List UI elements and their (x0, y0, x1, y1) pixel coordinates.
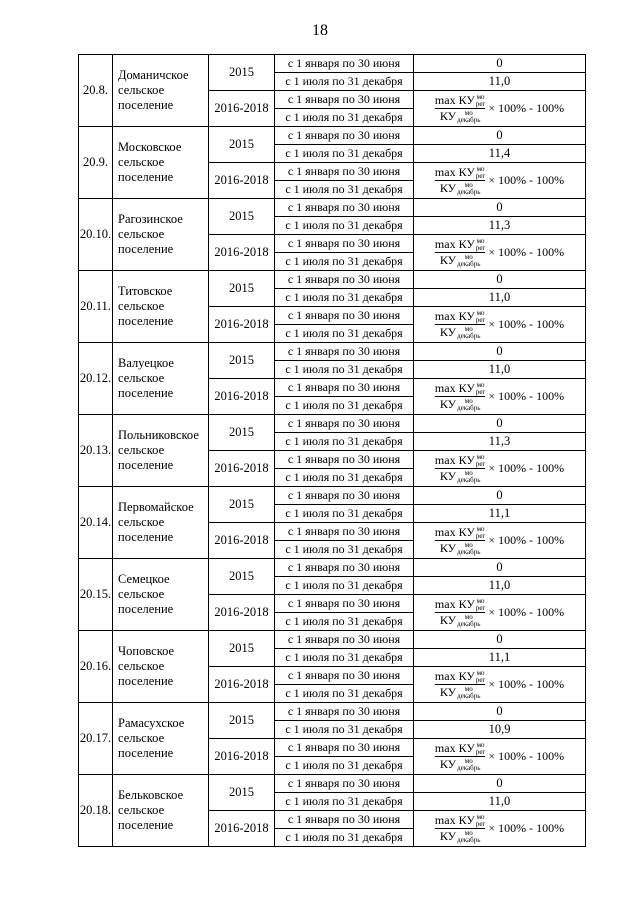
formula-sub: декабрь (457, 260, 481, 269)
value-cell: 11,0 (414, 289, 586, 307)
formula-indices (476, 238, 485, 252)
formula-sup: мо (464, 109, 473, 118)
formula-denominator (440, 469, 481, 484)
formula-ku-label: КУ (439, 325, 457, 339)
formula-indices (457, 614, 480, 628)
formula-numerator (435, 309, 485, 324)
formula-cell (414, 91, 586, 127)
period-cell: с 1 июля по 31 декабря (275, 217, 414, 235)
period-cell: с 1 января по 30 июня (275, 775, 414, 793)
table-row (79, 271, 586, 289)
table-row (79, 343, 586, 361)
formula-indices (476, 382, 485, 396)
formula-cell (414, 595, 586, 631)
formula-rest: × 100% - 100% (488, 245, 565, 259)
period-cell: с 1 января по 30 июня (275, 559, 414, 577)
period-cell: с 1 января по 30 июня (275, 595, 414, 613)
formula-rest: × 100% - 100% (488, 173, 565, 187)
value-cell: 11,3 (414, 433, 586, 451)
formula-ku-label: КУ (439, 757, 457, 771)
year-cell: 2016-2018 (209, 91, 275, 127)
value-cell: 11,3 (414, 217, 586, 235)
formula-sub: рег (475, 676, 486, 684)
formula-indices (457, 182, 480, 196)
period-cell: с 1 июля по 31 декабря (275, 721, 414, 739)
formula-indices (457, 542, 480, 556)
formula-indices (476, 166, 485, 180)
row-number: 20.8. (79, 55, 113, 127)
value-cell: 11,0 (414, 793, 586, 811)
formula-sub: рег (475, 316, 486, 324)
formula-fraction (435, 381, 485, 413)
year-cell: 2015 (209, 631, 275, 667)
formula-denominator (440, 829, 481, 844)
year-cell: 2015 (209, 271, 275, 307)
table-row (79, 199, 586, 217)
formula-numerator (435, 93, 485, 108)
period-cell: с 1 января по 30 июня (275, 667, 414, 685)
period-cell: с 1 января по 30 июня (275, 271, 414, 289)
year-cell: 2016-2018 (209, 811, 275, 847)
index-formula (435, 525, 564, 557)
formula-sup: мо (464, 397, 473, 406)
formula-max-label: max КУ (434, 92, 475, 107)
row-number: 20.14. (79, 487, 113, 559)
year-cell: 2015 (209, 343, 275, 379)
formula-sup: мо (464, 253, 473, 262)
index-formula (435, 381, 564, 413)
settlement-name: Семецкое сельское поселение (113, 559, 209, 631)
formula-max-label: max КУ (434, 524, 475, 539)
formula-fraction (435, 597, 485, 629)
formula-sup: мо (476, 93, 485, 101)
period-cell: с 1 января по 30 июня (275, 127, 414, 145)
settlement-name: Первомайское сельское поселение (113, 487, 209, 559)
formula-denominator (440, 757, 481, 772)
index-formula (435, 309, 564, 341)
formula-sub: декабрь (457, 692, 481, 701)
year-cell: 2016-2018 (209, 163, 275, 199)
settlement-name: Титовское сельское поселение (113, 271, 209, 343)
period-cell: с 1 января по 30 июня (275, 451, 414, 469)
formula-denominator (440, 397, 481, 412)
row-number: 20.17. (79, 703, 113, 775)
formula-fraction (435, 237, 485, 269)
formula-sup: мо (476, 813, 485, 821)
row-number: 20.10. (79, 199, 113, 271)
formula-max-label: max КУ (434, 236, 475, 251)
formula-sub: рег (475, 100, 486, 108)
index-formula (435, 669, 564, 701)
year-cell: 2015 (209, 487, 275, 523)
period-cell: с 1 июля по 31 декабря (275, 181, 414, 199)
formula-sup: мо (476, 237, 485, 245)
value-cell: 0 (414, 559, 586, 577)
page-number: 18 (312, 22, 328, 39)
formula-fraction (435, 309, 485, 341)
tariff-table (78, 54, 586, 847)
index-formula (435, 237, 564, 269)
formula-numerator (435, 381, 485, 396)
formula-rest: × 100% - 100% (488, 749, 565, 763)
value-cell: 0 (414, 271, 586, 289)
formula-sub: декабрь (457, 404, 481, 413)
period-cell: с 1 января по 30 июня (275, 235, 414, 253)
period-cell: с 1 января по 30 июня (275, 631, 414, 649)
formula-sub: рег (475, 748, 486, 756)
formula-ku-label: КУ (439, 541, 457, 555)
settlement-name: Московское сельское поселение (113, 127, 209, 199)
settlement-name: Бельковское сельское поселение (113, 775, 209, 847)
period-cell: с 1 января по 30 июня (275, 91, 414, 109)
table-row (79, 775, 586, 793)
period-cell: с 1 июля по 31 декабря (275, 505, 414, 523)
formula-max-label: max КУ (434, 452, 475, 467)
formula-indices (476, 454, 485, 468)
period-cell: с 1 января по 30 июня (275, 199, 414, 217)
formula-denominator (440, 685, 481, 700)
formula-sub: рег (475, 172, 486, 180)
settlement-name: Польниковское сельское поселение (113, 415, 209, 487)
formula-indices (476, 94, 485, 108)
formula-cell (414, 379, 586, 415)
period-cell: с 1 июля по 31 декабря (275, 253, 414, 271)
formula-max-label: max КУ (434, 668, 475, 683)
formula-sup: мо (464, 181, 473, 190)
index-formula (435, 813, 564, 845)
formula-ku-label: КУ (439, 685, 457, 699)
formula-fraction (435, 525, 485, 557)
formula-rest: × 100% - 100% (488, 461, 565, 475)
row-number: 20.11. (79, 271, 113, 343)
formula-denominator (440, 181, 481, 196)
period-cell: с 1 января по 30 июня (275, 487, 414, 505)
table-row (79, 55, 586, 73)
year-cell: 2016-2018 (209, 451, 275, 487)
period-cell: с 1 июля по 31 декабря (275, 109, 414, 127)
formula-denominator (440, 541, 481, 556)
formula-numerator (435, 525, 485, 540)
value-cell: 11,1 (414, 649, 586, 667)
year-cell: 2016-2018 (209, 235, 275, 271)
formula-denominator (440, 253, 481, 268)
formula-sub: рег (475, 388, 486, 396)
formula-ku-label: КУ (439, 181, 457, 195)
formula-cell (414, 523, 586, 559)
value-cell: 0 (414, 703, 586, 721)
year-cell: 2016-2018 (209, 523, 275, 559)
formula-indices (476, 310, 485, 324)
period-cell: с 1 июля по 31 декабря (275, 289, 414, 307)
year-cell: 2016-2018 (209, 307, 275, 343)
formula-ku-label: КУ (439, 613, 457, 627)
formula-denominator (440, 613, 481, 628)
value-cell: 0 (414, 199, 586, 217)
formula-sub: рег (475, 532, 486, 540)
formula-ku-label: КУ (439, 253, 457, 267)
period-cell: с 1 июля по 31 декабря (275, 649, 414, 667)
period-cell: с 1 июля по 31 декабря (275, 145, 414, 163)
formula-sup: мо (464, 541, 473, 550)
formula-numerator (435, 165, 485, 180)
period-cell: с 1 июля по 31 декабря (275, 73, 414, 91)
year-cell: 2016-2018 (209, 379, 275, 415)
table-row (79, 127, 586, 145)
formula-numerator (435, 669, 485, 684)
period-cell: с 1 января по 30 июня (275, 163, 414, 181)
formula-sub: рег (475, 460, 486, 468)
formula-sub: декабрь (457, 332, 481, 341)
formula-indices (476, 742, 485, 756)
table-row (79, 487, 586, 505)
formula-sub: декабрь (457, 116, 481, 125)
row-number: 20.16. (79, 631, 113, 703)
formula-numerator (435, 237, 485, 252)
formula-ku-label: КУ (439, 829, 457, 843)
formula-sub: декабрь (457, 188, 481, 197)
index-formula (435, 165, 564, 197)
period-cell: с 1 июля по 31 декабря (275, 793, 414, 811)
formula-sup: мо (464, 685, 473, 694)
formula-cell (414, 163, 586, 199)
table-row (79, 415, 586, 433)
formula-sub: декабрь (457, 836, 481, 845)
index-formula (435, 453, 564, 485)
formula-cell (414, 451, 586, 487)
period-cell: с 1 июля по 31 декабря (275, 613, 414, 631)
period-cell: с 1 июля по 31 декабря (275, 829, 414, 847)
formula-max-label: max КУ (434, 380, 475, 395)
formula-sup: мо (476, 741, 485, 749)
period-cell: с 1 января по 30 июня (275, 343, 414, 361)
formula-fraction (435, 669, 485, 701)
table-row (79, 631, 586, 649)
formula-indices (476, 526, 485, 540)
index-formula (435, 93, 564, 125)
formula-max-label: max КУ (434, 740, 475, 755)
formula-numerator (435, 597, 485, 612)
row-number: 20.12. (79, 343, 113, 415)
value-cell: 11,0 (414, 361, 586, 379)
year-cell: 2016-2018 (209, 595, 275, 631)
row-number: 20.9. (79, 127, 113, 199)
formula-sup: мо (464, 325, 473, 334)
table-row (79, 559, 586, 577)
period-cell: с 1 января по 30 июня (275, 307, 414, 325)
formula-sup: мо (476, 165, 485, 173)
period-cell: с 1 июля по 31 декабря (275, 325, 414, 343)
table-body (79, 55, 586, 847)
formula-fraction (435, 453, 485, 485)
formula-sup: мо (464, 469, 473, 478)
value-cell: 0 (414, 631, 586, 649)
formula-sub: рег (475, 820, 486, 828)
year-cell: 2015 (209, 703, 275, 739)
formula-indices (476, 814, 485, 828)
value-cell: 11,1 (414, 505, 586, 523)
period-cell: с 1 июля по 31 декабря (275, 577, 414, 595)
formula-sup: мо (464, 757, 473, 766)
formula-sup: мо (476, 381, 485, 389)
period-cell: с 1 июля по 31 декабря (275, 397, 414, 415)
period-cell: с 1 января по 30 июня (275, 55, 414, 73)
value-cell: 0 (414, 343, 586, 361)
formula-indices (457, 398, 480, 412)
value-cell: 11,0 (414, 577, 586, 595)
formula-rest: × 100% - 100% (488, 533, 565, 547)
formula-indices (457, 830, 480, 844)
formula-sub: декабрь (457, 620, 481, 629)
formula-indices (476, 670, 485, 684)
value-cell: 0 (414, 415, 586, 433)
formula-cell (414, 235, 586, 271)
formula-denominator (440, 325, 481, 340)
value-cell: 11,4 (414, 145, 586, 163)
formula-cell (414, 667, 586, 703)
settlement-name: Чоповское сельское поселение (113, 631, 209, 703)
period-cell: с 1 января по 30 июня (275, 739, 414, 757)
formula-indices (457, 110, 480, 124)
formula-cell (414, 811, 586, 847)
index-formula (435, 741, 564, 773)
formula-denominator (440, 109, 481, 124)
formula-indices (457, 758, 480, 772)
formula-sub: рег (475, 604, 486, 612)
formula-fraction (435, 813, 485, 845)
period-cell: с 1 января по 30 июня (275, 523, 414, 541)
period-cell: с 1 января по 30 июня (275, 379, 414, 397)
period-cell: с 1 июля по 31 декабря (275, 757, 414, 775)
period-cell: с 1 июля по 31 декабря (275, 469, 414, 487)
row-number: 20.18. (79, 775, 113, 847)
formula-cell (414, 739, 586, 775)
period-cell: с 1 июля по 31 декабря (275, 361, 414, 379)
period-cell: с 1 июля по 31 декабря (275, 541, 414, 559)
year-cell: 2016-2018 (209, 739, 275, 775)
formula-max-label: max КУ (434, 308, 475, 323)
year-cell: 2015 (209, 55, 275, 91)
formula-max-label: max КУ (434, 596, 475, 611)
formula-rest: × 100% - 100% (488, 389, 565, 403)
formula-sub: рег (475, 244, 486, 252)
formula-sup: мо (464, 613, 473, 622)
formula-indices (476, 598, 485, 612)
value-cell: 10,9 (414, 721, 586, 739)
year-cell: 2016-2018 (209, 667, 275, 703)
period-cell: с 1 января по 30 июня (275, 415, 414, 433)
settlement-name: Доманичское сельское поселение (113, 55, 209, 127)
formula-max-label: max КУ (434, 812, 475, 827)
formula-numerator (435, 813, 485, 828)
row-number: 20.15. (79, 559, 113, 631)
year-cell: 2015 (209, 199, 275, 235)
formula-sup: мо (464, 829, 473, 838)
formula-indices (457, 686, 480, 700)
value-cell: 0 (414, 127, 586, 145)
formula-numerator (435, 453, 485, 468)
formula-ku-label: КУ (439, 109, 457, 123)
formula-fraction (435, 741, 485, 773)
formula-indices (457, 470, 480, 484)
period-cell: с 1 июля по 31 декабря (275, 685, 414, 703)
formula-fraction (435, 93, 485, 125)
formula-numerator (435, 741, 485, 756)
formula-sup: мо (476, 597, 485, 605)
value-cell: 0 (414, 775, 586, 793)
period-cell: с 1 июля по 31 декабря (275, 433, 414, 451)
period-cell: с 1 января по 30 июня (275, 811, 414, 829)
year-cell: 2015 (209, 775, 275, 811)
formula-indices (457, 254, 480, 268)
formula-sup: мо (476, 525, 485, 533)
formula-sup: мо (476, 669, 485, 677)
year-cell: 2015 (209, 415, 275, 451)
formula-sup: мо (476, 453, 485, 461)
formula-ku-label: КУ (439, 469, 457, 483)
value-cell: 0 (414, 487, 586, 505)
table-row (79, 703, 586, 721)
formula-rest: × 100% - 100% (488, 317, 565, 331)
period-cell: с 1 января по 30 июня (275, 703, 414, 721)
value-cell: 11,0 (414, 73, 586, 91)
formula-sub: декабрь (457, 764, 481, 773)
formula-fraction (435, 165, 485, 197)
formula-sup: мо (476, 309, 485, 317)
row-number: 20.13. (79, 415, 113, 487)
formula-sub: декабрь (457, 476, 481, 485)
settlement-name: Валуецкое сельское поселение (113, 343, 209, 415)
index-formula (435, 597, 564, 629)
settlement-name: Рагозинское сельское поселение (113, 199, 209, 271)
formula-ku-label: КУ (439, 397, 457, 411)
formula-rest: × 100% - 100% (488, 101, 565, 115)
formula-cell (414, 307, 586, 343)
value-cell: 0 (414, 55, 586, 73)
settlement-name: Рамасухское сельское поселение (113, 703, 209, 775)
formula-sub: декабрь (457, 548, 481, 557)
formula-rest: × 100% - 100% (488, 605, 565, 619)
formula-indices (457, 326, 480, 340)
year-cell: 2015 (209, 127, 275, 163)
formula-rest: × 100% - 100% (488, 677, 565, 691)
formula-rest: × 100% - 100% (488, 821, 565, 835)
year-cell: 2015 (209, 559, 275, 595)
formula-max-label: max КУ (434, 164, 475, 179)
